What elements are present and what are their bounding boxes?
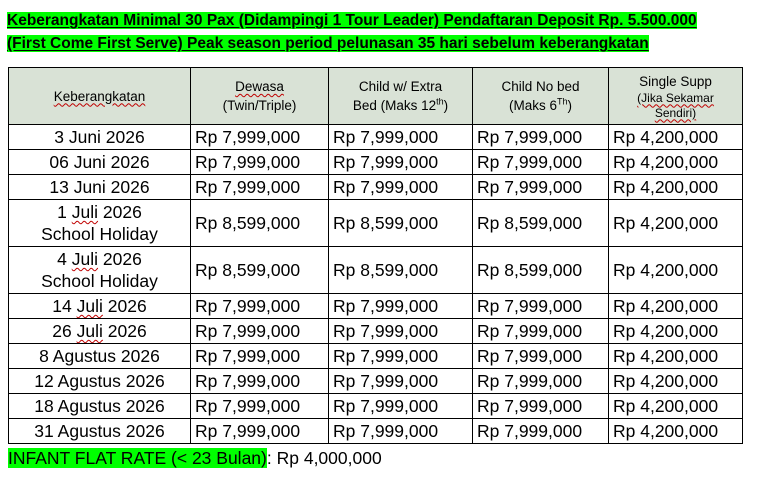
table-row — [9, 419, 743, 444]
header-child-nobed-sup: Th — [557, 96, 568, 107]
header-child-nobed-line2: (Maks 6 — [508, 98, 557, 113]
title-line-1 — [7, 9, 777, 32]
table-row — [9, 344, 743, 369]
price-child-no-bed: Rp 7,999,000 — [473, 125, 609, 150]
price-child-extra-bed: Rp 8,599,000 — [329, 247, 473, 294]
header-child-extra-sup: th — [436, 96, 444, 107]
infant-rate-value: Rp 4,000,000 — [276, 448, 382, 468]
header-single-line1: Single Supp — [639, 73, 712, 89]
table-row — [9, 125, 743, 150]
departure-date-cell — [9, 319, 191, 344]
departure-note: School Holiday — [41, 271, 158, 291]
price-dewasa: Rp 7,999,000 — [191, 150, 329, 175]
price-child-extra-bed: Rp 7,999,000 — [329, 125, 473, 150]
price-child-no-bed: Rp 7,999,000 — [473, 344, 609, 369]
title-line-2-part1: (First Come First Serve) Peak season period — [7, 35, 337, 52]
departure-date: 26 Juli 2026 — [52, 321, 147, 341]
price-child-no-bed: Rp 8,599,000 — [473, 200, 609, 247]
table-row — [9, 319, 743, 344]
price-child-extra-bed: Rp 7,999,000 — [329, 344, 473, 369]
title-line-2-part2: pelunasan 35 hari sebelum keberangkatan — [336, 35, 649, 52]
header-child-extra-close: ) — [443, 98, 449, 113]
departure-date: 06 Juni 2026 — [49, 152, 150, 172]
departure-date-cell — [9, 394, 191, 419]
price-single-supp: Rp 4,200,000 — [609, 175, 743, 200]
infant-rate-line — [8, 447, 382, 469]
price-dewasa: Rp 7,999,000 — [191, 419, 329, 444]
price-dewasa: Rp 7,999,000 — [191, 369, 329, 394]
price-child-no-bed: Rp 7,999,000 — [473, 394, 609, 419]
price-table — [8, 67, 743, 444]
table-row — [9, 175, 743, 200]
header-keberangkatan-label: Keberangkatan — [53, 88, 146, 104]
table-row — [9, 200, 743, 247]
price-single-supp: Rp 4,200,000 — [609, 125, 743, 150]
departure-date: 1 Juli 2026 — [57, 202, 142, 222]
header-dewasa-line1: Dewasa — [235, 79, 284, 94]
table-row — [9, 150, 743, 175]
price-single-supp: Rp 4,200,000 — [609, 369, 743, 394]
price-dewasa: Rp 7,999,000 — [191, 175, 329, 200]
header-child-nobed-close: ) — [567, 98, 573, 113]
table-row — [9, 394, 743, 419]
price-dewasa: Rp 7,999,000 — [191, 319, 329, 344]
price-child-extra-bed: Rp 7,999,000 — [329, 394, 473, 419]
price-child-no-bed: Rp 7,999,000 — [473, 294, 609, 319]
table-row — [9, 294, 743, 319]
price-dewasa: Rp 7,999,000 — [191, 125, 329, 150]
header-dewasa — [191, 68, 329, 125]
departure-date-cell — [9, 369, 191, 394]
price-child-extra-bed: Rp 7,999,000 — [329, 175, 473, 200]
price-single-supp: Rp 4,200,000 — [609, 394, 743, 419]
departure-date: 4 Juli 2026 — [57, 249, 142, 269]
header-dewasa-line2: (Twin/Triple) — [222, 98, 297, 113]
header-child-extra-line1: Child w/ Extra — [358, 79, 443, 94]
title-line-1-text: Keberangkatan Minimal 30 Pax (Didampingi 1 Tour Leader) Pendaftaran Deposit Rp. 5.500.000 — [7, 12, 697, 29]
header-child-no-bed — [473, 68, 609, 125]
price-single-supp: Rp 4,200,000 — [609, 419, 743, 444]
title-line-2 — [7, 32, 777, 55]
departure-date: 31 Agustus 2026 — [34, 421, 165, 441]
departure-date-cell — [9, 247, 191, 294]
table-body — [9, 125, 743, 444]
departure-date-cell — [9, 200, 191, 247]
departure-date-cell — [9, 294, 191, 319]
header-single-line3: Sendiri) — [654, 105, 697, 120]
price-child-no-bed: Rp 7,999,000 — [473, 175, 609, 200]
infant-rate-separator: : — [266, 448, 277, 468]
infant-rate-label: INFANT FLAT RATE (< 23 Bulan) — [8, 448, 267, 468]
announcement-title — [7, 9, 777, 55]
departure-date-cell — [9, 419, 191, 444]
price-child-extra-bed: Rp 7,999,000 — [329, 419, 473, 444]
price-child-extra-bed: Rp 7,999,000 — [329, 319, 473, 344]
table-row — [9, 247, 743, 294]
departure-date-cell — [9, 344, 191, 369]
departure-date-cell — [9, 125, 191, 150]
header-child-nobed-line1: Child No bed — [501, 79, 580, 94]
price-child-extra-bed: Rp 7,999,000 — [329, 369, 473, 394]
departure-date: 12 Agustus 2026 — [34, 371, 165, 391]
departure-date: 3 Juni 2026 — [54, 127, 145, 147]
price-child-extra-bed: Rp 7,999,000 — [329, 150, 473, 175]
departure-date-cell — [9, 175, 191, 200]
price-single-supp: Rp 4,200,000 — [609, 344, 743, 369]
price-dewasa: Rp 7,999,000 — [191, 294, 329, 319]
price-child-extra-bed: Rp 7,999,000 — [329, 294, 473, 319]
departure-date: 13 Juni 2026 — [49, 177, 150, 197]
departure-date: 14 Juli 2026 — [52, 296, 147, 316]
price-single-supp: Rp 4,200,000 — [609, 294, 743, 319]
price-single-supp: Rp 4,200,000 — [609, 247, 743, 294]
price-child-no-bed: Rp 8,599,000 — [473, 247, 609, 294]
price-child-extra-bed: Rp 8,599,000 — [329, 200, 473, 247]
departure-note: School Holiday — [41, 224, 158, 244]
price-single-supp: Rp 4,200,000 — [609, 150, 743, 175]
price-child-no-bed: Rp 7,999,000 — [473, 319, 609, 344]
price-dewasa: Rp 7,999,000 — [191, 394, 329, 419]
departure-date: 18 Agustus 2026 — [34, 396, 165, 416]
departure-date-cell — [9, 150, 191, 175]
header-keberangkatan — [9, 68, 191, 125]
price-dewasa: Rp 7,999,000 — [191, 344, 329, 369]
price-single-supp: Rp 4,200,000 — [609, 319, 743, 344]
header-single-line2: (Jika Sekamar — [637, 90, 714, 105]
header-child-extra-bed — [329, 68, 473, 125]
price-dewasa: Rp 8,599,000 — [191, 200, 329, 247]
price-child-no-bed: Rp 7,999,000 — [473, 419, 609, 444]
departure-date: 8 Agustus 2026 — [39, 346, 160, 366]
table-row — [9, 369, 743, 394]
price-child-no-bed: Rp 7,999,000 — [473, 369, 609, 394]
price-child-no-bed: Rp 7,999,000 — [473, 150, 609, 175]
table-header-row — [9, 68, 743, 125]
price-single-supp: Rp 4,200,000 — [609, 200, 743, 247]
header-single-supp — [609, 68, 743, 125]
header-child-extra-line2: Bed (Maks 12 — [352, 98, 437, 113]
price-dewasa: Rp 8,599,000 — [191, 247, 329, 294]
